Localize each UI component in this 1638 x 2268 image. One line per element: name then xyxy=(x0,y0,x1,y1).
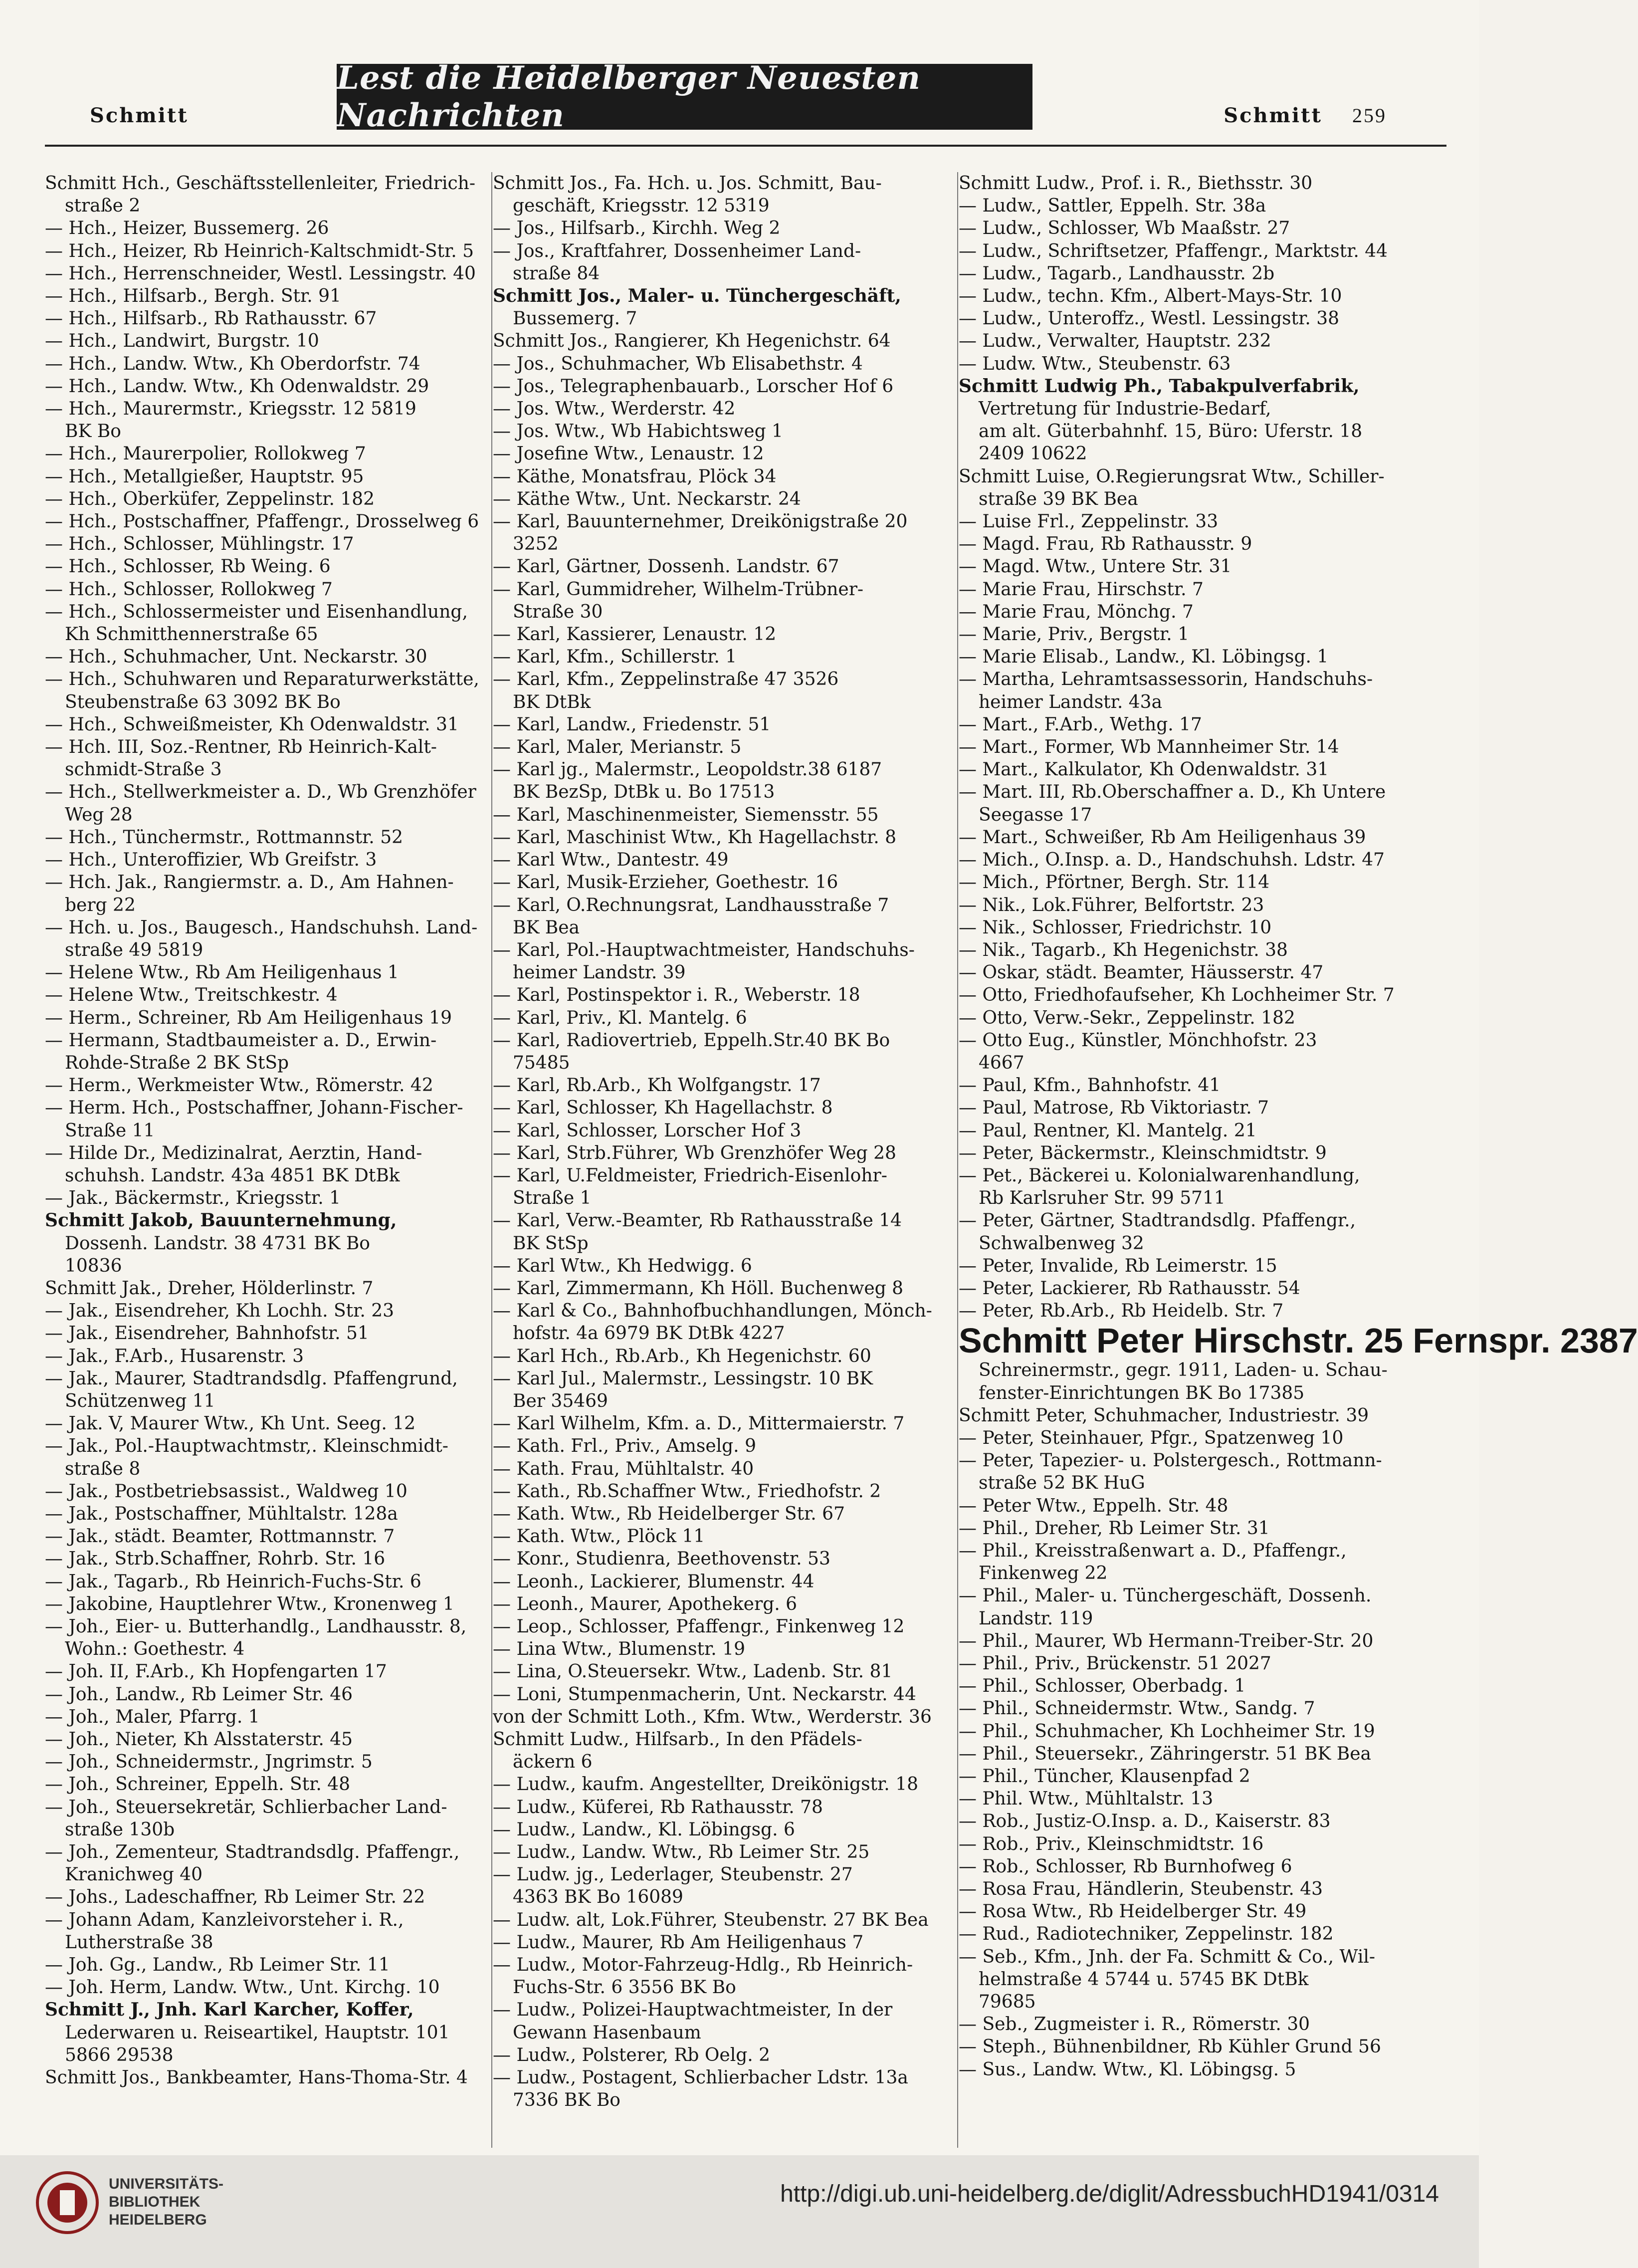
directory-entry-line: — Hch., Oberküfer, Zeppelinstr. 182 xyxy=(45,488,375,509)
directory-entry-line: 2409 10622 xyxy=(979,444,1087,464)
directory-entry-line: — Karl, Pol.-Hauptwachtmeister, Handschuhs- xyxy=(493,939,915,960)
directory-entry-line: straße 2 xyxy=(65,196,141,217)
directory-entry-line: Rohde-Straße 2 BK StSp xyxy=(65,1052,289,1073)
directory-entry-line: — Nik., Schlosser, Friedrichstr. 10 xyxy=(959,917,1272,938)
directory-entry-line: — Otto Eug., Künstler, Mönchhofstr. 23 xyxy=(959,1030,1317,1051)
directory-entry-line: BK Bea xyxy=(513,917,580,938)
directory-entry-line: Vertretung für Industrie-Bedarf, xyxy=(979,399,1271,420)
directory-entry-line: BK BezSp, DtBk u. Bo 17513 xyxy=(513,782,775,803)
directory-entry-line: — Ludw., Polsterer, Rb Oelg. 2 xyxy=(493,2044,771,2065)
directory-entry-line: — Hch., Unteroffizier, Wb Greifstr. 3 xyxy=(45,850,377,871)
directory-entry-line: — Hch., Schuhmacher, Unt. Neckarstr. 30 xyxy=(45,647,427,668)
directory-entry-line: — Jos. Wtw., Wb Habichtsweg 1 xyxy=(493,421,783,442)
page-number: 259 xyxy=(1352,104,1387,127)
directory-entry-line: — Karl Wtw., Kh Hedwigg. 6 xyxy=(493,1255,752,1276)
directory-entry-line: — Herm., Schreiner, Rb Am Heiligenhaus 19 xyxy=(45,1007,452,1028)
directory-entry-line: Schmitt Jakob, Bauunternehmung, xyxy=(45,1210,397,1231)
directory-entry-line: Lederwaren u. Reiseartikel, Hauptstr. 101 xyxy=(65,2022,450,2043)
directory-entry-line: — Nik., Lok.Führer, Belfortstr. 23 xyxy=(959,895,1264,915)
directory-entry-line: Schreinermstr., gegr. 1911, Laden- u. Schau- xyxy=(979,1360,1388,1381)
directory-entry-line: — Ludw. alt, Lok.Führer, Steubenstr. 27 BK Bea xyxy=(493,1909,929,1930)
directory-entry-line: — Mart., Schweißer, Rb Am Heiligenhaus 39 xyxy=(959,827,1366,848)
directory-entry-line: — Jos., Kraftfahrer, Dossenheimer Land- xyxy=(493,240,861,261)
directory-entry-line: — Joh., Zementeur, Stadtrandsdlg. Pfaffengr., xyxy=(45,1842,460,1863)
directory-entry-line: BK DtBk xyxy=(513,691,591,712)
directory-entry-line: — Hch., Schuhwaren und Reparaturwerkstätte, xyxy=(45,669,479,690)
directory-entry-line: — Mart., Kalkulator, Kh Odenwaldstr. 31 xyxy=(959,759,1329,780)
directory-entry-line: — Hch., Maurerpolier, Rollokweg 7 xyxy=(45,444,366,464)
directory-entry-line: — Ludw., Schlosser, Wb Maaßstr. 27 xyxy=(959,218,1290,239)
directory-entry-line: — Karl jg., Malermstr., Leopoldstr.38 6187 xyxy=(493,759,882,780)
directory-entry-line: straße 49 5819 xyxy=(65,939,204,960)
directory-entry-line: — Karl, Rb.Arb., Kh Wolfgangstr. 17 xyxy=(493,1075,821,1096)
directory-entry-line: — Phil., Schneidermstr. Wtw., Sandg. 7 xyxy=(959,1698,1315,1719)
directory-entry-line: Finkenweg 22 xyxy=(979,1563,1108,1584)
directory-entry-line: — Käthe Wtw., Unt. Neckarstr. 24 xyxy=(493,488,801,509)
directory-entry-line: — Rob., Priv., Kleinschmidtstr. 16 xyxy=(959,1833,1264,1854)
directory-entry-line: Landstr. 119 xyxy=(979,1608,1093,1629)
directory-entry-line: — Luise Frl., Zeppelinstr. 33 xyxy=(959,511,1219,532)
directory-entry-line: — Ludw., kaufm. Angestellter, Dreikönigstr. 18 xyxy=(493,1774,918,1795)
directory-entry-line: — Hch., Schweißmeister, Kh Odenwaldstr. 31 xyxy=(45,714,459,735)
source-url-link[interactable]: http://digi.ub.uni-heidelberg.de/diglit/AdressbuchHD1941/0314 xyxy=(780,2181,1439,2207)
directory-entry-line: — Karl, Maschinenmeister, Siemensstr. 55 xyxy=(493,804,879,825)
directory-entry-line: — Leonh., Lackierer, Blumenstr. 44 xyxy=(493,1571,815,1592)
running-head-right xyxy=(1224,104,1387,127)
library-name-line: UNIVERSITÄTS- xyxy=(109,2176,224,2192)
directory-entry-line: Schmitt Jos., Fa. Hch. u. Jos. Schmitt, Bau- xyxy=(493,173,882,194)
directory-entry-line: — Rosa Frau, Händlerin, Steubenstr. 43 xyxy=(959,1879,1323,1900)
directory-entry-line: — Hch., Schlossermeister und Eisenhandlung, xyxy=(45,601,468,622)
directory-entry-line: — Johann Adam, Kanzleivorsteher i. R., xyxy=(45,1909,404,1930)
directory-entry-line: heimer Landstr. 43a xyxy=(979,691,1163,712)
directory-entry-line: — Ludw., techn. Kfm., Albert-Mays-Str. 10 xyxy=(959,286,1342,307)
directory-entry-line: — Karl, Strb.Führer, Wb Grenzhöfer Weg 28 xyxy=(493,1142,896,1163)
directory-entry-line: — Joh., Eier- u. Butterhandlg., Landhausstr. 8, xyxy=(45,1616,467,1637)
directory-entry-line: — Hch., Landw. Wtw., Kh Odenwaldstr. 29 xyxy=(45,376,429,397)
directory-entry-line: — Peter, Gärtner, Stadtrandsdlg. Pfaffengr., xyxy=(959,1210,1356,1231)
directory-entry-line: — Hch., Hilfsarb., Rb Rathausstr. 67 xyxy=(45,308,377,329)
directory-entry-line: Schmitt Jak., Dreher, Hölderlinstr. 7 xyxy=(45,1278,374,1299)
directory-entry-line: — Hch. III, Soz.-Rentner, Rb Heinrich-Kalt- xyxy=(45,737,437,758)
directory-entry-line: — Nik., Tagarb., Kh Hegenichstr. 38 xyxy=(959,939,1288,960)
directory-entry-line: — Paul, Kfm., Bahnhofstr. 41 xyxy=(959,1075,1221,1096)
library-name xyxy=(109,2175,223,2229)
directory-entry-line: — Ludw., Polizei-Hauptwachtmeister, In der xyxy=(493,2000,893,2021)
directory-entry-line: Schmitt Hch., Geschäftsstellenleiter, Friedrich- xyxy=(45,173,476,194)
directory-entry-line: schuhsh. Landstr. 43a 4851 BK DtBk xyxy=(65,1165,400,1186)
directory-entry-line: — Hilde Dr., Medizinalrat, Aerztin, Hand- xyxy=(45,1142,422,1163)
library-name-line: BIBLIOTHEK xyxy=(109,2194,201,2210)
directory-entry-line: — Hch., Heizer, Bussemerg. 26 xyxy=(45,218,329,239)
directory-entry-line: — Karl Wtw., Dantestr. 49 xyxy=(493,850,729,871)
directory-entry-line: straße 39 BK Bea xyxy=(979,488,1138,509)
directory-entry-line: — Karl, Maschinist Wtw., Kh Hagellachstr. 8 xyxy=(493,827,897,848)
directory-entry-line: — Joh., Schreiner, Eppelh. Str. 48 xyxy=(45,1774,351,1795)
library-name-line: HEIDELBERG xyxy=(109,2212,207,2228)
directory-entry-line: Kranichweg 40 xyxy=(65,1864,203,1885)
directory-entry-line: — Mart., Former, Wb Mannheimer Str. 14 xyxy=(959,737,1339,758)
directory-entry-line: — Magd. Wtw., Untere Str. 31 xyxy=(959,556,1232,577)
directory-entry-line: — Käthe, Monatsfrau, Plöck 34 xyxy=(493,466,777,487)
directory-entry-line: — Phil., Steuersekr., Zähringerstr. 51 BK Bea xyxy=(959,1743,1371,1764)
directory-entry-line: von der Schmitt Loth., Kfm. Wtw., Werderstr. 36 xyxy=(493,1706,932,1727)
directory-entry-line: Schmitt Jos., Rangierer, Kh Hegenichstr. 64 xyxy=(493,331,891,352)
directory-entry-line: — Kath. Frl., Priv., Amselg. 9 xyxy=(493,1436,756,1457)
directory-entry-line: — Phil. Wtw., Mühltalstr. 13 xyxy=(959,1789,1214,1810)
directory-entry-line: — Seb., Kfm., Jnh. der Fa. Schmitt & Co., Wil- xyxy=(959,1946,1376,1967)
directory-entry-line: — Hch., Maurermstr., Kriegsstr. 12 5819 xyxy=(45,399,416,420)
directory-entry-line: — Paul, Matrose, Rb Viktoriastr. 7 xyxy=(959,1098,1269,1119)
directory-entry-line: — Peter, Steinhauer, Pfgr., Spatzenweg 10 xyxy=(959,1427,1344,1448)
directory-entry-line: 4667 xyxy=(979,1052,1024,1073)
directory-entry-line: — Jos., Hilfsarb., Kirchh. Weg 2 xyxy=(493,218,781,239)
directory-entry-line: — Hch., Metallgießer, Hauptstr. 95 xyxy=(45,466,364,487)
directory-entry-line: — Martha, Lehramtsassessorin, Handschuhs- xyxy=(959,669,1373,690)
directory-entry-line: — Herm., Werkmeister Wtw., Römerstr. 42 xyxy=(45,1075,433,1096)
directory-entry-line: — Mich., O.Insp. a. D., Handschuhsh. Ldstr. 47 xyxy=(959,850,1385,871)
directory-entry-line: — Ludw., Motor-Fahrzeug-Hdlg., Rb Heinrich- xyxy=(493,1955,913,1976)
directory-entry-line: Schmitt Ludw., Hilfsarb., In den Pfädels- xyxy=(493,1729,862,1750)
directory-entry-line: — Jak. V, Maurer Wtw., Kh Unt. Seeg. 12 xyxy=(45,1413,416,1434)
directory-entry-line: — Marie Frau, Mönchg. 7 xyxy=(959,601,1194,622)
directory-entry-line: — Jak., F.Arb., Husarenstr. 3 xyxy=(45,1346,304,1366)
directory-entry-line: Fuchs-Str. 6 3556 BK Bo xyxy=(513,1977,736,1998)
directory-entry-line: Ber 35469 xyxy=(513,1390,608,1411)
directory-entry-line: — Hch., Tünchermstr., Rottmannstr. 52 xyxy=(45,827,403,848)
directory-entry-line: — Peter Wtw., Eppelh. Str. 48 xyxy=(959,1495,1228,1516)
directory-entry-line: — Hch., Stellwerkmeister a. D., Wb Grenzhöfer xyxy=(45,782,476,803)
directory-entry-line: — Phil., Maurer, Wb Hermann-Treiber-Str. 20 xyxy=(959,1630,1374,1651)
directory-entry-line: — Karl, Zimmermann, Kh Höll. Buchenweg 8 xyxy=(493,1278,904,1299)
directory-entry-line: — Otto, Friedhofaufseher, Kh Lochheimer Str. 7 xyxy=(959,985,1395,1006)
directory-entry-line: heimer Landstr. 39 xyxy=(513,962,686,983)
directory-entry-line: Schmitt Jos., Bankbeamter, Hans-Thoma-Str. 4 xyxy=(45,2067,468,2088)
university-seal-icon xyxy=(35,2170,100,2235)
directory-entry-line: Schmitt Luise, O.Regierungsrat Wtw., Schiller- xyxy=(959,466,1385,487)
directory-entry-line: Schmitt Ludwig Ph., Tabakpulverfabrik, xyxy=(959,375,1360,397)
directory-entry-line: — Karl, Kassierer, Lenaustr. 12 xyxy=(493,624,777,645)
directory-entry-line: 7336 BK Bo xyxy=(513,2090,620,2111)
directory-entry-line: — Mich., Pförtner, Bergh. Str. 114 xyxy=(959,872,1270,893)
directory-entry-line: — Phil., Schlosser, Oberbadg. 1 xyxy=(959,1676,1246,1697)
directory-entry-line: — Herm. Hch., Postschaffner, Johann-Fischer- xyxy=(45,1098,463,1119)
directory-entry-line: — Marie Frau, Hirschstr. 7 xyxy=(959,579,1204,600)
directory-entry-line: 75485 xyxy=(513,1052,570,1073)
directory-entry-line: — Ludw., Landw. Wtw., Rb Leimer Str. 25 xyxy=(493,1842,870,1863)
directory-entry-line: Lutherstraße 38 xyxy=(65,1932,213,1953)
directory-entry-line: — Ludw. Wtw., Steubenstr. 63 xyxy=(959,353,1231,374)
directory-entry-line: Schwalbenweg 32 xyxy=(979,1233,1144,1254)
directory-entry-line: — Karl, Landw., Friedenstr. 51 xyxy=(493,714,771,735)
directory-entry-line: — Joh., Landw., Rb Leimer Str. 46 xyxy=(45,1684,353,1705)
directory-entry-line: helmstraße 4 5744 u. 5745 BK DtBk xyxy=(979,1969,1309,1990)
directory-entry-line: — Phil., Tüncher, Klausenpfad 2 xyxy=(959,1766,1250,1787)
directory-entry-line: — Helene Wtw., Treitschkestr. 4 xyxy=(45,985,338,1006)
directory-entry-line: Dossenh. Landstr. 38 4731 BK Bo xyxy=(65,1233,370,1254)
directory-entry-line: — Karl Jul., Malermstr., Lessingstr. 10 BK xyxy=(493,1368,873,1389)
advertising-banner: Lest die Heidelberger Neuesten Nachrichten xyxy=(337,64,1032,130)
directory-entry-line: Gewann Hasenbaum xyxy=(513,2022,701,2043)
directory-entry-line: — Seb., Zugmeister i. R., Römerstr. 30 xyxy=(959,2014,1310,2035)
directory-entry-line: — Karl, Bauunternehmer, Dreikönigstraße 20 xyxy=(493,511,908,532)
directory-entry-line: — Joh. II, F.Arb., Kh Hopfengarten 17 xyxy=(45,1661,387,1682)
directory-entry-line: — Karl, U.Feldmeister, Friedrich-Eisenlohr- xyxy=(493,1165,887,1186)
directory-entry-line: — Ludw., Postagent, Schlierbacher Ldstr. 13a xyxy=(493,2067,908,2088)
directory-entry-line: — Rud., Radiotechniker, Zeppelinstr. 182 xyxy=(959,1924,1334,1945)
directory-entry-line: — Phil., Maler- u. Tünchergeschäft, Dossenh. xyxy=(959,1586,1372,1606)
directory-entry-line: — Lina, O.Steuersekr. Wtw., Ladenb. Str. 81 xyxy=(493,1661,893,1682)
directory-entry-line: 79685 xyxy=(979,1992,1036,2013)
directory-entry-line: — Phil., Kreisstraßenwart a. D., Pfaffengr., xyxy=(959,1540,1347,1561)
directory-entry-line: — Karl, Kfm., Schillerstr. 1 xyxy=(493,647,737,668)
directory-entry-line: — Hch., Schlosser, Mühlingstr. 17 xyxy=(45,534,354,555)
directory-entry-line: — Jak., Bäckermstr., Kriegsstr. 1 xyxy=(45,1188,341,1209)
directory-entry-line: 5866 29538 xyxy=(65,2044,174,2065)
directory-entry-line: — Karl, Maler, Merianstr. 5 xyxy=(493,737,742,758)
directory-entry-line: — Kath. Wtw., Rb Heidelberger Str. 67 xyxy=(493,1503,845,1524)
directory-entry-line: — Karl, Musik-Erzieher, Goethestr. 16 xyxy=(493,872,838,893)
directory-entry-line: — Karl, Priv., Kl. Mantelg. 6 xyxy=(493,1007,747,1028)
directory-entry-line: — Jak., städt. Beamter, Rottmannstr. 7 xyxy=(45,1526,395,1547)
directory-entry-line: — Otto, Verw.-Sekr., Zeppelinstr. 182 xyxy=(959,1007,1295,1028)
directory-entry-line: — Lina Wtw., Blumenstr. 19 xyxy=(493,1639,745,1660)
column-3 xyxy=(959,172,1638,2081)
directory-entry-line: — Jakobine, Hauptlehrer Wtw., Kronenweg 1 xyxy=(45,1593,454,1614)
directory-entry-line: Straße 1 xyxy=(513,1188,592,1209)
directory-entry-line: — Peter, Bäckermstr., Kleinschmidtstr. 9 xyxy=(959,1142,1327,1163)
directory-entry-line: — Karl, Verw.-Beamter, Rb Rathausstraße 14 xyxy=(493,1210,902,1231)
directory-entry-line: Bussemerg. 7 xyxy=(513,308,637,329)
directory-entry-line: äckern 6 xyxy=(513,1752,593,1773)
directory-entry-line: — Hch. Jak., Rangiermstr. a. D., Am Hahnen- xyxy=(45,872,454,893)
directory-entry-line: — Josefine Wtw., Lenaustr. 12 xyxy=(493,444,764,464)
directory-entry-line: — Ludw., Verwalter, Hauptstr. 232 xyxy=(959,331,1271,352)
directory-entry-line: — Hch. u. Jos., Baugesch., Handschuhsh. Land- xyxy=(45,917,478,938)
header-rule xyxy=(45,145,1446,147)
directory-entry-line: — Mart. III, Rb.Oberschaffner a. D., Kh Untere xyxy=(959,782,1386,803)
directory-entry-line: — Pet., Bäckerei u. Kolonialwarenhandlung, xyxy=(959,1165,1360,1186)
directory-entry-line: Weg 28 xyxy=(65,804,133,825)
directory-entry-line: — Ludw., Unteroffz., Westl. Lessingstr. 38 xyxy=(959,308,1340,329)
directory-entry-line: — Hch., Herrenschneider, Westl. Lessingstr. 40 xyxy=(45,263,476,284)
directory-entry-line: Steubenstraße 63 3092 BK Bo xyxy=(65,691,341,712)
directory-entry-line: — Jak., Maurer, Stadtrandsdlg. Pfaffengrund, xyxy=(45,1368,458,1389)
directory-entry-line: — Karl, Schlosser, Kh Hagellachstr. 8 xyxy=(493,1098,833,1119)
directory-entry-line: — Jos., Schuhmacher, Wb Elisabethstr. 4 xyxy=(493,353,863,374)
directory-entry-line: Schützenweg 11 xyxy=(65,1390,215,1411)
directory-entry-line: — Rosa Wtw., Rb Heidelberger Str. 49 xyxy=(959,1901,1307,1922)
directory-entry-line: — Joh., Schneidermstr., Jngrimstr. 5 xyxy=(45,1752,373,1773)
directory-entry-line: — Steph., Bühnenbildner, Rb Kühler Grund 56 xyxy=(959,2037,1381,2057)
directory-entry-line: — Magd. Frau, Rb Rathausstr. 9 xyxy=(959,534,1252,555)
directory-entry-line: — Konr., Studienra, Beethovenstr. 53 xyxy=(493,1549,830,1570)
directory-entry-line: — Joh., Nieter, Kh Alsstaterstr. 45 xyxy=(45,1729,353,1750)
directory-entry-line: — Jak., Pol.-Hauptwachtmstr,. Kleinschmidt- xyxy=(45,1436,448,1457)
directory-entry-line: Straße 11 xyxy=(65,1120,155,1141)
directory-entry-line: — Hch., Heizer, Rb Heinrich-Kaltschmidt-Str. 5 xyxy=(45,240,474,261)
directory-entry-line: — Marie, Priv., Bergstr. 1 xyxy=(959,624,1190,645)
directory-entry-line: 4363 BK Bo 16089 xyxy=(513,1887,683,1908)
directory-entry-line: straße 8 xyxy=(65,1458,141,1479)
directory-entry-line: Schmitt Peter, Schuhmacher, Industriestr. 39 xyxy=(959,1405,1369,1426)
directory-entry-line: — Jak., Eisendreher, Kh Lochh. Str. 23 xyxy=(45,1301,395,1322)
directory-entry-line: — Ludw., Sattler, Eppelh. Str. 38a xyxy=(959,196,1266,217)
directory-entry-line: — Karl, Gärtner, Dossenh. Landstr. 67 xyxy=(493,556,839,577)
directory-entry-line: — Rob., Schlosser, Rb Burnhofweg 6 xyxy=(959,1856,1292,1877)
directory-entry-line: — Karl, Schlosser, Lorscher Hof 3 xyxy=(493,1120,802,1141)
directory-entry-line: — Hermann, Stadtbaumeister a. D., Erwin- xyxy=(45,1030,437,1051)
directory-entry-line: — Jak., Eisendreher, Bahnhofstr. 51 xyxy=(45,1323,369,1344)
directory-entry-line: — Karl, Postinspektor i. R., Weberstr. 18 xyxy=(493,985,860,1006)
directory-entry-line: — Hch., Landw. Wtw., Kh Oberdorfstr. 74 xyxy=(45,353,420,374)
directory-entry-line: Kh Schmitthennerstraße 65 xyxy=(65,624,318,645)
directory-entry-line: — Peter, Rb.Arb., Rb Heidelb. Str. 7 xyxy=(959,1301,1284,1322)
directory-entry-line: — Peter, Tapezier- u. Polstergesch., Rottmann- xyxy=(959,1450,1382,1471)
directory-entry-line: — Mart., F.Arb., Wethg. 17 xyxy=(959,714,1202,735)
directory-entry-line: — Joh. Herm, Landw. Wtw., Unt. Kirchg. 10 xyxy=(45,1977,440,1998)
directory-entry-line: fenster-Einrichtungen BK Bo 17385 xyxy=(979,1382,1305,1403)
directory-entry-line: hofstr. 4a 6979 BK DtBk 4227 xyxy=(513,1323,785,1344)
directory-entry-line: — Jos. Wtw., Werderstr. 42 xyxy=(493,399,736,420)
directory-entry-line: — Karl, Gummidreher, Wilhelm-Trübner- xyxy=(493,579,864,600)
column-1 xyxy=(45,172,519,2089)
directory-entry-line: — Leop., Schlosser, Pfaffengr., Finkenweg 12 xyxy=(493,1616,905,1637)
directory-entry-line: — Ludw., Maurer, Rb Am Heiligenhaus 7 xyxy=(493,1932,864,1953)
directory-entry-line: Straße 30 xyxy=(513,601,603,622)
directory-entry-line: Schmitt J., Jnh. Karl Karcher, Koffer, xyxy=(45,1999,414,2021)
directory-entry-line: — Jak., Tagarb., Rb Heinrich-Fuchs-Str. 6 xyxy=(45,1571,421,1592)
directory-entry-line: Wohn.: Goethestr. 4 xyxy=(65,1639,245,1660)
directory-entry-line: — Peter, Lackierer, Rb Rathausstr. 54 xyxy=(959,1278,1300,1299)
directory-entry-line: — Phil., Priv., Brückenstr. 51 2027 xyxy=(959,1653,1271,1674)
column-2 xyxy=(493,172,962,2111)
directory-entry-line: — Kath. Wtw., Plöck 11 xyxy=(493,1526,705,1547)
directory-entry-line: — Ludw., Schriftsetzer, Pfaffengr., Marktstr. 44 xyxy=(959,240,1388,261)
directory-entry-line: — Karl, Kfm., Zeppelinstraße 47 3526 xyxy=(493,669,839,690)
directory-entry-line: berg 22 xyxy=(65,895,136,915)
directory-entry-line: — Jos., Telegraphenbauarb., Lorscher Hof 6 xyxy=(493,376,894,397)
directory-entry-line: — Joh., Maler, Pfarrg. 1 xyxy=(45,1706,260,1727)
directory-entry-line: — Leonh., Maurer, Apothekerg. 6 xyxy=(493,1593,798,1614)
directory-entry-line: Schmitt Ludw., Prof. i. R., Biethsstr. 30 xyxy=(959,173,1313,194)
directory-entry-line: — Jak., Postbetriebsassist., Waldweg 10 xyxy=(45,1481,408,1502)
directory-entry-line: Rb Karlsruher Str. 99 5711 xyxy=(979,1188,1226,1209)
directory-entry-line: — Phil., Dreher, Rb Leimer Str. 31 xyxy=(959,1518,1270,1539)
directory-entry-line: — Hch., Postschaffner, Pfaffengr., Drosselweg 6 xyxy=(45,511,479,532)
directory-entry-line: — Helene Wtw., Rb Am Heiligenhaus 1 xyxy=(45,962,399,983)
directory-entry-line: — Sus., Landw. Wtw., Kl. Löbingsg. 5 xyxy=(959,2059,1296,2080)
directory-entry-line: — Jak., Postschaffner, Mühltalstr. 128a xyxy=(45,1503,398,1524)
directory-entry-line: — Kath. Frau, Mühltalstr. 40 xyxy=(493,1458,754,1479)
directory-entry-line: — Oskar, städt. Beamter, Häusserstr. 47 xyxy=(959,962,1324,983)
directory-entry-line: Schmitt Jos., Maler- u. Tünchergeschäft, xyxy=(493,285,901,307)
directory-entry-line: — Marie Elisab., Landw., Kl. Löbingsg. 1 xyxy=(959,647,1329,668)
directory-entry-line: — Paul, Rentner, Kl. Mantelg. 21 xyxy=(959,1120,1257,1141)
directory-entry-line: — Loni, Stumpenmacherin, Unt. Neckarstr. 44 xyxy=(493,1684,916,1705)
directory-entry-line: geschäft, Kriegsstr. 12 5319 xyxy=(513,196,770,217)
directory-entry-line: straße 84 xyxy=(513,263,600,284)
directory-entry-line: 3252 xyxy=(513,534,559,555)
directory-entry-line: — Hch., Landwirt, Burgstr. 10 xyxy=(45,331,319,352)
directory-entry-line: am alt. Güterbahnhf. 15, Büro: Uferstr. 18 xyxy=(979,421,1363,442)
directory-entry-line: — Joh. Gg., Landw., Rb Leimer Str. 11 xyxy=(45,1955,390,1976)
directory-entry-line: — Ludw., Landw., Kl. Löbingsg. 6 xyxy=(493,1819,795,1840)
directory-entry-line: — Karl Hch., Rb.Arb., Kh Hegenichstr. 60 xyxy=(493,1346,871,1366)
directory-entry-line: straße 130b xyxy=(65,1819,175,1840)
directory-entry-line: Seegasse 17 xyxy=(979,804,1092,825)
directory-entry-line: — Phil., Schuhmacher, Kh Lochheimer Str. 19 xyxy=(959,1721,1375,1742)
directory-entry-line: BK Bo xyxy=(65,421,121,442)
directory-entry-line: — Hch., Schlosser, Rollokweg 7 xyxy=(45,579,333,600)
directory-entry-line: — Karl, Radiovertrieb, Eppelh.Str.40 BK Bo xyxy=(493,1030,890,1051)
directory-entry-line: 10836 xyxy=(65,1255,122,1276)
directory-entry-line: — Karl Wilhelm, Kfm. a. D., Mittermaierstr. 7 xyxy=(493,1413,905,1434)
directory-entry-line: — Peter, Invalide, Rb Leimerstr. 15 xyxy=(959,1255,1277,1276)
running-head-right-name: Schmitt xyxy=(1224,104,1322,127)
directory-entry-line: schmidt-Straße 3 xyxy=(65,759,222,780)
running-head-left: Schmitt xyxy=(90,104,189,127)
directory-entry-line: BK StSp xyxy=(513,1233,589,1254)
directory-entry-line: — Karl, O.Rechnungsrat, Landhausstraße 7 xyxy=(493,895,889,915)
directory-entry-line: — Ludw. jg., Lederlager, Steubenstr. 27 xyxy=(493,1864,853,1885)
directory-entry-line: — Jak., Strb.Schaffner, Rohrb. Str. 16 xyxy=(45,1549,386,1570)
directory-entry-line: — Ludw., Küferei, Rb Rathausstr. 78 xyxy=(493,1797,823,1817)
directory-entry-line: — Kath., Rb.Schaffner Wtw., Friedhofstr. 2 xyxy=(493,1481,881,1502)
directory-entry-line: — Hch., Hilfsarb., Bergh. Str. 91 xyxy=(45,286,341,307)
directory-entry-line: — Hch., Schlosser, Rb Weing. 6 xyxy=(45,556,331,577)
directory-entry-line: — Karl & Co., Bahnhofbuchhandlungen, Mönch- xyxy=(493,1301,932,1322)
directory-entry-line: — Johs., Ladeschaffner, Rb Leimer Str. 22 xyxy=(45,1887,425,1908)
directory-entry-line: Schmitt Peter Hirschstr. 25 Fernspr. 2387 xyxy=(959,1321,1638,1361)
directory-entry-line: — Rob., Justiz-O.Insp. a. D., Kaiserstr. 83 xyxy=(959,1811,1331,1832)
directory-entry-line: straße 52 BK HuG xyxy=(979,1473,1145,1494)
directory-entry-line: — Ludw., Tagarb., Landhausstr. 2b xyxy=(959,263,1275,284)
directory-entry-line: — Joh., Steuersekretär, Schlierbacher Land- xyxy=(45,1797,447,1817)
